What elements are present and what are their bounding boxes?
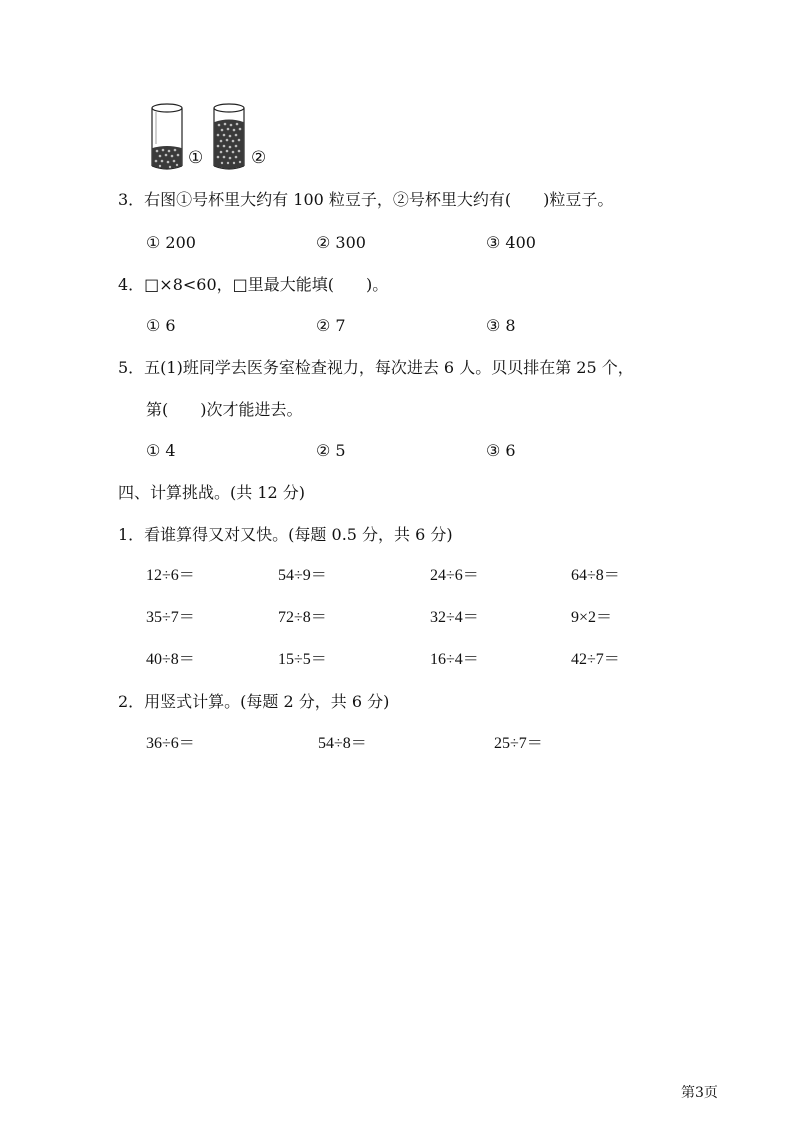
question-4-option-1: ① 6 (146, 316, 176, 335)
question-5-option-1: ① 4 (146, 441, 176, 460)
question-4-option-3: ③ 8 (486, 316, 516, 335)
question-4-option-2: ② 7 (316, 316, 346, 335)
question-5-option-3: ③ 6 (486, 441, 516, 460)
section-4-part-2-title: 2．用竖式计算。(每题 2 分，共 6 分) (118, 692, 390, 711)
question-3-option-1: ① 200 (146, 233, 196, 252)
cup-2-label: ② (251, 148, 267, 168)
calc-item: 54÷9＝ (278, 567, 327, 584)
calc-item: 16÷4＝ (430, 651, 479, 668)
calc-item: 64÷8＝ (571, 567, 620, 584)
cup-2 (214, 104, 244, 169)
question-4-text: 4．□×8<60，□里最大能填( )。 (118, 275, 389, 294)
calc-item: 32÷4＝ (430, 609, 479, 626)
cup-1 (152, 104, 182, 169)
calc-item: 72÷8＝ (278, 609, 327, 626)
vertical-calc-item: 54÷8＝ (318, 735, 367, 752)
calc-item: 40÷8＝ (146, 651, 195, 668)
vertical-calc-item: 25÷7＝ (494, 735, 543, 752)
page-number: 第3页 (681, 1085, 718, 1101)
calc-item: 12÷6＝ (146, 567, 195, 584)
question-3-text: 3．右图①号杯里大约有 100 粒豆子，②号杯里大约有( )粒豆子。 (118, 190, 614, 209)
question-5-text: 5．五(1)班同学去医务室检查视力，每次进去 6 人。贝贝排在第 25 个， (118, 358, 634, 377)
section-4-part-1-title: 1．看谁算得又对又快。(每题 0.5 分，共 6 分) (118, 525, 453, 544)
calc-item: 42÷7＝ (571, 651, 620, 668)
question-5-option-2: ② 5 (316, 441, 346, 460)
calc-item: 24÷6＝ (430, 567, 479, 584)
question-3-option-3: ③ 400 (486, 233, 536, 252)
section-4-title: 四、计算挑战。(共 12 分) (118, 483, 306, 502)
question-5-text-continued: 第( )次才能进去。 (146, 400, 303, 419)
calc-item: 15÷5＝ (278, 651, 327, 668)
cup-1-label: ① (188, 148, 204, 168)
calc-item: 35÷7＝ (146, 609, 195, 626)
vertical-calc-item: 36÷6＝ (146, 735, 195, 752)
calc-item: 9×2＝ (571, 609, 613, 626)
question-3-option-2: ② 300 (316, 233, 366, 252)
